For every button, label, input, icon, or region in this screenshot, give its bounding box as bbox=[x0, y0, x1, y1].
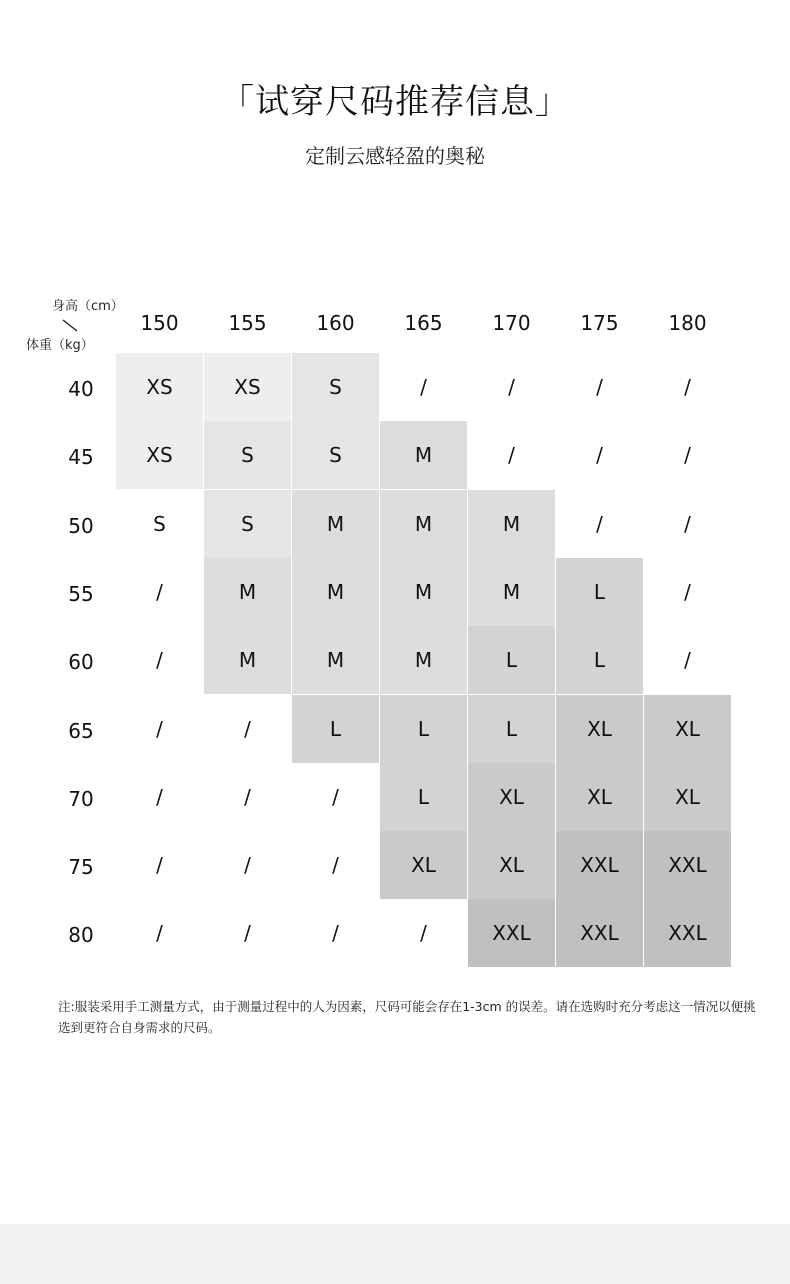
size-cell: / bbox=[380, 899, 467, 967]
size-cell: / bbox=[204, 831, 291, 899]
height-axis-label: 身高（cm） bbox=[52, 299, 124, 314]
size-cell: S bbox=[204, 490, 291, 558]
size-cell: XXL bbox=[556, 899, 643, 967]
weight-row-header: 70 bbox=[68, 787, 94, 811]
size-cell: / bbox=[644, 490, 731, 558]
size-cell: / bbox=[380, 353, 467, 421]
size-cell: S bbox=[292, 421, 379, 489]
size-cell: M bbox=[380, 490, 467, 558]
height-column-header: 160 bbox=[316, 311, 355, 335]
size-cell: L bbox=[468, 626, 555, 694]
height-column-header: 175 bbox=[580, 311, 619, 335]
size-cell: XXL bbox=[556, 831, 643, 899]
size-cell: XL bbox=[644, 763, 731, 831]
size-cell: / bbox=[116, 626, 203, 694]
size-cell: XXL bbox=[468, 899, 555, 967]
size-cell: XL bbox=[556, 695, 643, 763]
size-cell: / bbox=[468, 421, 555, 489]
size-cell: M bbox=[292, 626, 379, 694]
size-cell: M bbox=[204, 558, 291, 626]
size-cell: XS bbox=[204, 353, 291, 421]
size-cell: S bbox=[116, 490, 203, 558]
height-column-header: 165 bbox=[404, 311, 443, 335]
size-cell: M bbox=[468, 490, 555, 558]
size-cell: XL bbox=[468, 831, 555, 899]
size-cell: / bbox=[556, 353, 643, 421]
size-cell: / bbox=[116, 558, 203, 626]
size-cell: XL bbox=[644, 695, 731, 763]
weight-axis-label: 体重（kg） bbox=[26, 338, 94, 353]
weight-row-header: 80 bbox=[68, 923, 94, 947]
size-cell: / bbox=[116, 695, 203, 763]
weight-row-header: 55 bbox=[68, 582, 94, 606]
size-cell: / bbox=[204, 695, 291, 763]
size-cell: M bbox=[292, 558, 379, 626]
size-cell: / bbox=[644, 353, 731, 421]
footer-band bbox=[0, 1224, 790, 1284]
size-cell: L bbox=[380, 695, 467, 763]
weight-row-header: 45 bbox=[68, 445, 94, 469]
size-cell: S bbox=[204, 421, 291, 489]
size-cell: L bbox=[380, 763, 467, 831]
size-cell: XS bbox=[116, 421, 203, 489]
size-cell: XXL bbox=[644, 831, 731, 899]
size-cell: L bbox=[292, 695, 379, 763]
size-cell: L bbox=[556, 558, 643, 626]
size-cell: / bbox=[116, 899, 203, 967]
page-subtitle: 定制云感轻盈的奥秘 bbox=[305, 144, 485, 168]
size-cell: / bbox=[292, 763, 379, 831]
size-cell: / bbox=[116, 831, 203, 899]
size-cell: M bbox=[380, 626, 467, 694]
size-cell: / bbox=[204, 763, 291, 831]
weight-row-header: 50 bbox=[68, 514, 94, 538]
size-cell: M bbox=[204, 626, 291, 694]
size-cell: M bbox=[468, 558, 555, 626]
size-cell: / bbox=[644, 421, 731, 489]
weight-row-header: 65 bbox=[68, 719, 94, 743]
size-cell: / bbox=[116, 763, 203, 831]
size-cell: M bbox=[292, 490, 379, 558]
size-cell: XL bbox=[556, 763, 643, 831]
size-cell: M bbox=[380, 558, 467, 626]
size-cell: / bbox=[644, 558, 731, 626]
height-column-header: 180 bbox=[668, 311, 707, 335]
size-cell: L bbox=[556, 626, 643, 694]
size-cell: / bbox=[292, 899, 379, 967]
size-cell: / bbox=[556, 421, 643, 489]
size-cell: / bbox=[556, 490, 643, 558]
weight-row-header: 40 bbox=[68, 377, 94, 401]
weight-row-header: 75 bbox=[68, 855, 94, 879]
weight-row-header: 60 bbox=[68, 650, 94, 674]
size-cell: / bbox=[468, 353, 555, 421]
size-cell: XL bbox=[380, 831, 467, 899]
size-cell: XS bbox=[116, 353, 203, 421]
size-cell: / bbox=[204, 899, 291, 967]
size-cell: XXL bbox=[644, 899, 731, 967]
size-cell: S bbox=[292, 353, 379, 421]
size-cell: / bbox=[644, 626, 731, 694]
page-title: 「试穿尺码推荐信息」 bbox=[220, 82, 570, 122]
size-cell: / bbox=[292, 831, 379, 899]
size-cell: M bbox=[380, 421, 467, 489]
measurement-note: 注:服装采用手工测量方式，由于测量过程中的人为因素，尺码可能会存在1-3cm 的误差。请在选购时充分考虑这一情况以便挑选到更符合自身需求的尺码。 bbox=[58, 999, 756, 1035]
height-column-header: 170 bbox=[492, 311, 531, 335]
height-column-header: 150 bbox=[140, 311, 179, 335]
size-cell: L bbox=[468, 695, 555, 763]
size-cell: XL bbox=[468, 763, 555, 831]
height-column-header: 155 bbox=[228, 311, 267, 335]
